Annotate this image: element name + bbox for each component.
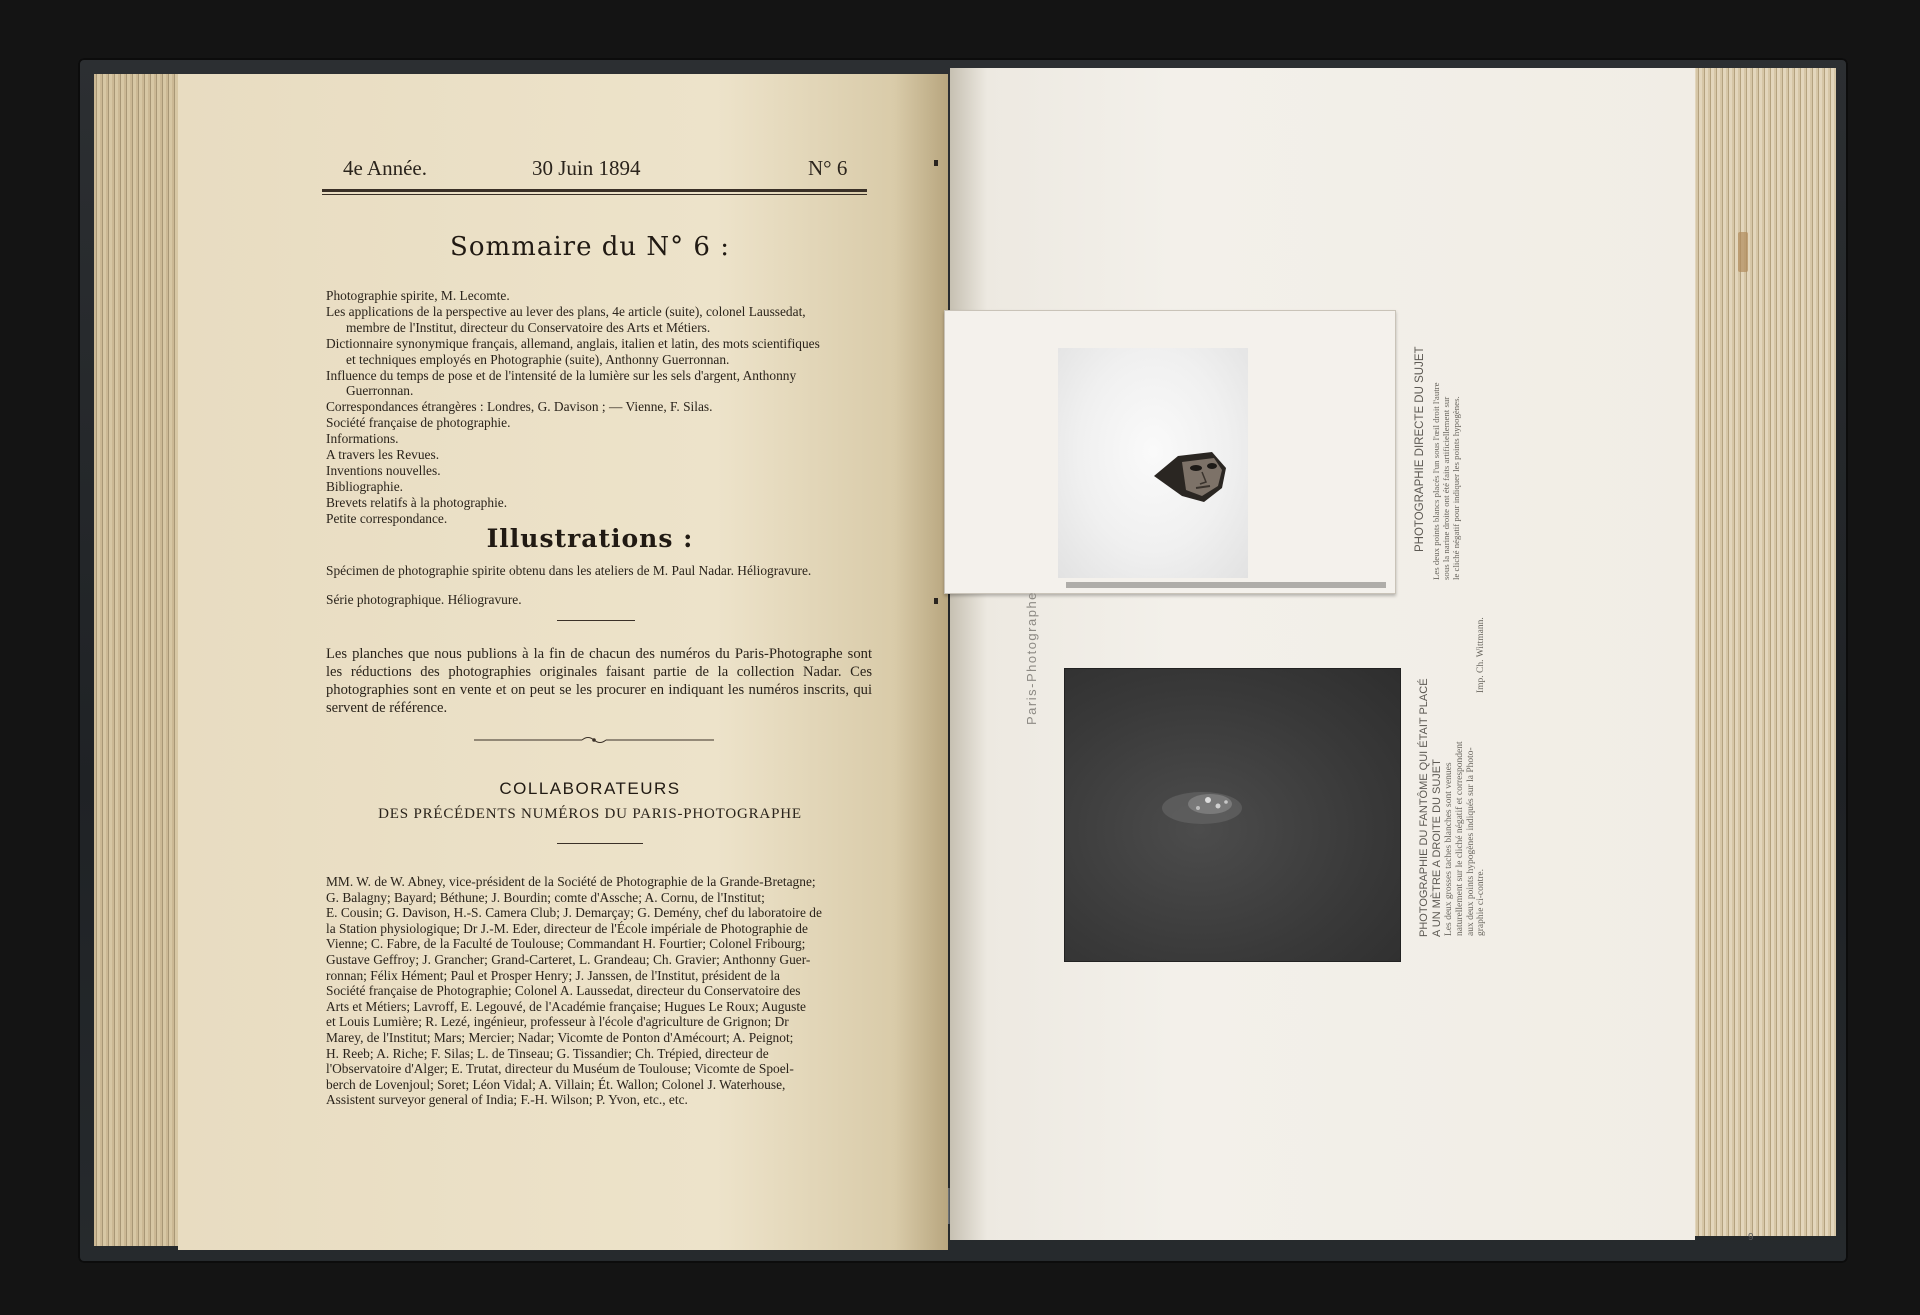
text-line: Société française de photographie.	[326, 415, 511, 431]
gutter-mark	[934, 160, 938, 166]
text-line: Influence du temps de pose et de l'intensité de la lumière sur les sels d'argent, Anthonny	[326, 367, 797, 383]
intro-paragraph: Les planches que nous publions à la fin de chacun des numéros du Paris-Photographe sont les réductions des photographies originales faisant partie de la collection Nadar. Ces photographies sont en vente et on peut se les procurer en indiquant les numéros inscrits, qui servent de référence.	[326, 646, 872, 717]
text-line: Les deux grosses taches blanches sont venues	[1444, 762, 1454, 936]
text-line: PHOTOGRAPHIE DU FANTÔME QUI ÉTAIT PLACÉ	[1418, 678, 1430, 937]
collaborateurs-subtitle: DES PRÉCÉDENTS NUMÉROS DU PARIS-PHOTOGRAPHE	[378, 806, 802, 822]
text-line: Société française de Photographie; Colonel A. Laussedat, directeur du Conservatoire des	[326, 983, 801, 999]
text-line: Les deux points blancs placés l'un sous l'œil droit l'autre	[1431, 382, 1441, 580]
text-line: l'Observatoire d'Alger; E. Trutat, directeur du Muséum de Toulouse; Vicomte de Spoel-	[326, 1061, 794, 1077]
text-line: H. Reeb; A. Riche; F. Silas; L. de Tinseau; G. Tissandier; Ch. Trépied, directeur de	[326, 1045, 769, 1061]
text-line: Informations.	[326, 431, 399, 447]
header-rule-thin	[322, 194, 867, 195]
side-running-title: Paris-Photographe	[1024, 591, 1039, 725]
header-date: 30 Juin 1894	[532, 156, 641, 180]
text-line: Brevets relatifs à la photographie.	[326, 494, 508, 510]
photo-shadow	[1066, 582, 1386, 588]
text-line: aux deux points hypogènes indiqués sur la Photo-	[1465, 747, 1476, 936]
caption-bottom-text	[1444, 741, 1487, 936]
text-line: graphie ci-contre.	[1476, 869, 1487, 936]
text-line: et Louis Lumière; R. Lezé, ingénieur, professeur à l'école d'agriculture de Grignon; Dr	[326, 1014, 789, 1030]
page-edges-right	[1690, 68, 1836, 1236]
text-line: A UN MÈTRE A DROITE DU SUJET	[1430, 759, 1443, 937]
sommaire-title: Sommaire du N° 6 :	[450, 232, 730, 262]
illustration-entry: Série photographique. Héliogravure.	[326, 592, 522, 607]
text-line: la Station physiologique; Dr J.-M. Eder, directeur de l'École impériale de Photographie de	[326, 920, 808, 936]
text-line: Vienne; C. Fabre, de la Faculté de Toulouse; Commandant H. Fourtier; Colonel Fribourg;	[326, 936, 806, 952]
collaborateurs-title: COLLABORATEURS	[499, 779, 681, 798]
right-page	[950, 68, 1695, 1240]
header-rule	[322, 189, 867, 192]
printer-credit: Imp. Ch. Wittmann.	[1476, 617, 1486, 693]
text-line: ronnan; Félix Hément; Paul et Prosper Henry; J. Janssen, de l'Institut, président de la	[326, 967, 780, 983]
text-line: G. Balagny; Bayard; Béthune; J. Bourdin; comte d'Assche; A. Cornu, de l'Institut;	[326, 889, 765, 905]
caption-top-title: PHOTOGRAPHIE DIRECTE DU SUJET	[1414, 346, 1426, 552]
caption-bottom-title	[1418, 678, 1443, 937]
text-line: sous la narine droite ont été faits artificiellement sur	[1441, 396, 1451, 580]
text-line: E. Cousin; G. Davison, H.-S. Camera Club; J. Demarçay; G. Demény, chef du laboratoire de	[326, 905, 822, 921]
text-line: Marey, de l'Institut; Mars; Mercier; Nadar; Vicomte de Ponton d'Amécourt; A. Peignot;	[326, 1029, 794, 1045]
ornament-divider	[474, 734, 714, 746]
text-line: naturellement sur le cliché négatif et correspondent	[1454, 741, 1465, 936]
paper-stain	[1738, 232, 1748, 272]
text-line: Dictionnaire synonymique français, allemand, anglais, italien et latin, des mots scientifiques	[326, 335, 820, 351]
collaborateurs-list	[326, 874, 874, 1108]
text-line: Bibliographie.	[326, 478, 403, 494]
text-line: et techniques employés en Photographie (suite), Anthonny Guerronnan.	[346, 351, 730, 367]
text-line: Assistent surveyor general of India; F.-H. Wilson; P. Yvon, etc., etc.	[326, 1092, 688, 1108]
text-line: Guerronnan.	[346, 383, 414, 399]
gutter-mark	[934, 598, 938, 604]
collaborateurs-rule	[557, 843, 643, 844]
section-divider	[557, 620, 635, 621]
header-year: 4e Année.	[343, 156, 427, 180]
text-line: MM. W. de W. Abney, vice-président de la Société de Photographie de la Grande-Bretagne;	[326, 874, 816, 889]
text-line: Les applications de la perspective au lever des plans, 4e article (suite), colonel Laussedat,	[326, 303, 806, 319]
text-line: berch de Lovenjoul; Soret; Léon Vidal; A. Villain; Ét. Wallon; Colonel J. Waterhouse,	[326, 1076, 786, 1092]
text-line: Correspondances étrangères : Londres, G. Davison ; — Vienne, F. Silas.	[326, 399, 713, 415]
caption-top-text	[1431, 382, 1461, 580]
page-number: 9	[1748, 1232, 1754, 1243]
header-issue-number: N° 6	[808, 156, 848, 180]
phantom-glow-image	[1146, 778, 1256, 834]
text-line: Photographie spirite, M. Lecomte.	[326, 288, 510, 303]
illustrations-title: Illustrations :	[486, 524, 694, 553]
table-of-contents	[326, 288, 871, 527]
text-line: Inventions nouvelles.	[326, 462, 441, 478]
face-fragment-image	[1152, 448, 1232, 504]
text-line: Petite correspondance.	[326, 510, 448, 526]
illustration-entry: Spécimen de photographie spirite obtenu dans les ateliers de M. Paul Nadar. Héliogravure.	[326, 563, 812, 578]
text-line: Gustave Geffroy; J. Grancher; Grand-Carteret, L. Grandeau; Ch. Gravier; Anthonny Guer-	[326, 951, 811, 967]
text-line: membre de l'Institut, directeur du Conservatoire des Arts et Métiers.	[346, 319, 711, 335]
text-line: A travers les Revues.	[326, 447, 440, 463]
text-line: Arts et Métiers; Lavroff, E. Legouvé, de l'Académie française; Hugues Le Roux; Auguste	[326, 998, 806, 1014]
text-line: le cliché négatif pour indiquer les points hypogènes.	[1451, 396, 1461, 580]
